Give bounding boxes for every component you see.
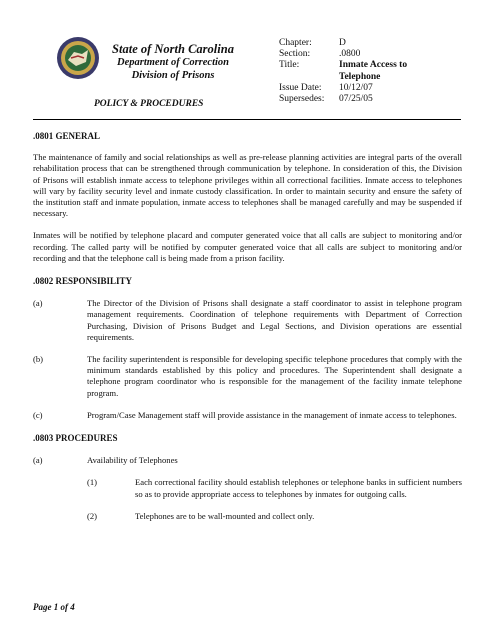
item-label: (c) [33,409,43,420]
section-heading-responsibility: .0802 RESPONSIBILITY [33,276,133,287]
responsibility-item-c [33,410,462,421]
page-number: Page 1 of 4 [33,602,75,612]
division-name: Division of Prisons [131,70,215,81]
section-heading-general: .0801 GENERAL [33,131,101,141]
item-text: Availability of Telephones [87,455,178,466]
item-text: The Director of the Division of Prisons shall designate a staff coordinator to assist in telephone program management requirements. Coordination of telephone requirements with Department of Correction Purchasing, Division of Prisons Budget and Legal Sections, and Division operations are essential requirements. [87,298,462,342]
meta-key: Issue Date: [279,82,322,93]
item-text: The facility superintendent is responsible for developing specific telephone procedures that comply with the minimum standards established by this policy and procedures. The Superintendent shall designate a telephone program coordinator who is responsible for the management of the facility inmate telephone program. [87,354,462,398]
meta-row-chapter [279,38,429,49]
meta-value: 10/12/07 [339,82,373,93]
subitem-text: Each correctional facility should establish telephones or telephone banks in sufficient numbers so as to provide appropriate access to telephones by inmates for outgoing calls. [135,477,462,499]
subitem-label: (2) [87,510,98,521]
responsibility-item-b [33,354,462,399]
subitem-label: (1) [87,477,98,488]
meta-row-section [279,49,429,60]
meta-value: .0800 [339,49,361,60]
policy-label: POLICY & PROCEDURES [94,99,204,109]
procedures-subitem-2 [87,511,462,522]
meta-key: Chapter: [279,38,312,48]
meta-value: D [339,38,346,48]
state-name: State of North Carolina [112,42,234,56]
meta-key: Section: [279,49,311,60]
item-label: (b) [33,354,44,365]
meta-row-supersedes [279,94,429,105]
department-seal-icon [56,36,100,80]
meta-key: Supersedes: [279,94,325,105]
general-paragraph-2: Inmates will be notified by telephone placard and computer generated voice that all calls are subject to monitoring and/or recording. The called party will be notified by computer generated voice that all calls are subject to monitoring and/or recording and that the telephone call is being made from a prison facility. [33,230,462,263]
responsibility-item-a [33,298,462,343]
document-metadata [279,38,429,105]
section-heading-procedures: .0803 PROCEDURES [33,433,118,444]
general-paragraph-1: The maintenance of family and social relationships as well as pre-release planning activities are integral parts of the overall rehabilitation process that can be strengthened through communication by telephone. In consideration of this, the Division of Prisons will establish inmate access to telephone privileges within all correctional facilities. Inmate access to telephones will vary by facility security level and inmate custody classification. In order to maintain security and ensure the safety of the institution staff and inmate population, inmate access to telephones shall be managed carefully and may be suspended if necessary. [33,152,462,219]
meta-value: 07/25/05 [339,94,373,105]
header-divider [33,119,461,120]
subitem-text: Telephones are to be wall-mounted and collect only. [135,510,315,521]
meta-value: Inmate Access to Telephone [339,60,408,82]
procedures-item-a [33,455,462,466]
item-label: (a) [33,455,43,466]
procedures-subitem-1 [87,477,462,499]
meta-row-issue-date [279,83,429,94]
department-name: Department of Correction [117,57,229,68]
meta-row-title [279,60,429,82]
item-text: Program/Case Management staff will provide assistance in the management of inmate access to telephones. [87,409,457,420]
document-body [33,128,462,522]
item-label: (a) [33,298,43,309]
meta-key: Title: [279,60,300,71]
organization-header [100,42,246,82]
